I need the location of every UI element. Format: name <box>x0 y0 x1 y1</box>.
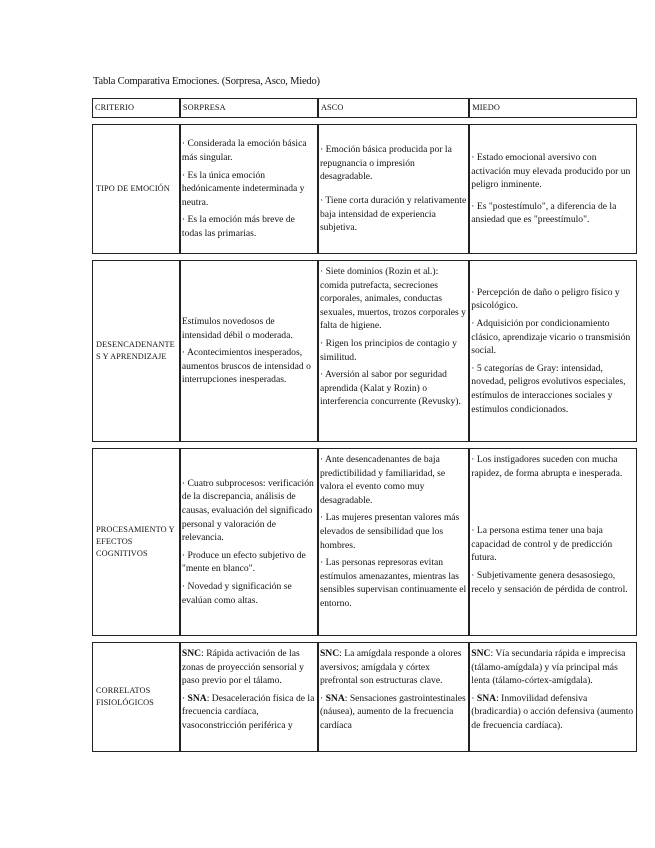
asco-cell <box>318 260 469 442</box>
criterio-cell: CORRELATOS FISIOLÓGICOS <box>92 642 180 752</box>
list-item: · SNA: Inmovilidad defensiva (bradicardia) o acción defensiva (aumento de frecuencia cardíaca). <box>471 692 634 731</box>
header-row <box>92 98 637 118</box>
list-item: · Es "postestímulo", a diferencia de la ansiedad que es "preestímulo". <box>471 200 617 226</box>
header-asco: ASCO <box>318 98 469 118</box>
list-item: · Considerada la emoción básica más singular. <box>181 138 307 164</box>
list-item: · Los instigadores suceden con mucha rapidez, de forma abrupta e inesperada. <box>471 454 623 479</box>
list-item: SNC: La amígdala responde a olores aversivos; amígdala y córtex prefrontal son estructuras clave. <box>319 648 462 687</box>
list-item: · Emoción básica producida por la repugnancia o impresión desagradable. <box>319 144 452 183</box>
list-item: · La persona estima tener una baja capacidad de control y de predicción futura. <box>471 525 613 564</box>
list-item: · Subjetivamente genera desasosiego, recelo y sensación de pérdida de control. <box>471 569 628 595</box>
list-item: · Las personas represoras evitan estímulos amenazantes, mientras las sensibles supervisan continuamente el entorno. <box>319 557 467 609</box>
list-item: · Las mujeres presentan valores más elevados de sensibilidad que los hombres. <box>319 512 460 551</box>
list-item: · Tiene corta duración y relativamente baja intensidad de experiencia subjetiva. <box>319 195 467 234</box>
miedo-cell <box>469 448 637 636</box>
list-item: · Ante desencadenantes de baja predictibilidad y familiaridad, se valora el evento como muy desagradable. <box>319 454 446 506</box>
table-caption: Tabla Comparativa Emociones. (Sorpresa, Asco, Miedo) <box>93 76 320 87</box>
list-item: · Adquisición por condicionamiento clásico, aprendizaje vicario o transmisión social. <box>471 318 631 357</box>
asco-cell <box>318 642 469 752</box>
table-row-correlatos <box>92 642 637 752</box>
comparison-table <box>92 98 637 752</box>
list-item: · Estado emocional aversivo con activación muy elevada producido por un peligro inminente. <box>471 152 631 191</box>
list-item: · Siete dominios (Rozin et al.): comida putrefacta, secreciones corporales, animales, conductas sexuales, muertos, trozos corporales y falta de higiene. <box>319 266 466 332</box>
sorpresa-cell <box>180 124 318 254</box>
list-item: · SNA: Sensaciones gastrointestinales (náusea), aumento de la frecuencia cardíaca <box>319 692 466 731</box>
list-item: SNC: Vía secundaria rápida e imprecisa (tálamo-amígdala) y vía principal más lenta (tálamo-córtex-amígdala). <box>471 648 626 687</box>
list-item: · Cuatro subprocesos: verificación de la discrepancia, análisis de causas, evaluación del significado personal y valoración de relevancia. <box>181 477 314 544</box>
list-item: · Percepción de daño o peligro físico y psicológico. <box>471 286 620 312</box>
header-sorpresa: SORPRESA <box>180 98 318 118</box>
list-item: · Es la emoción más breve de todas las primarias. <box>181 214 295 239</box>
miedo-cell <box>469 642 637 752</box>
list-item: · 5 categorías de Gray: intensidad, novedad, peligros evolutivos especiales, estímulos de interacciones sociales y estímulos condicionados. <box>471 362 626 415</box>
criterio-cell: PROCESAMIENTO Y EFECTOS COGNITIVOS <box>92 448 180 636</box>
miedo-cell <box>469 124 637 254</box>
table-row-desencadenantes <box>92 260 637 442</box>
header-miedo: MIEDO <box>469 98 637 118</box>
sorpresa-cell <box>180 448 318 636</box>
miedo-cell <box>469 260 637 442</box>
list-item: Estímulos novedosos de intensidad débil o moderada. <box>181 316 293 341</box>
list-item: · Acontecimientos inesperados, aumentos bruscos de intensidad o interrupciones inesperadas. <box>181 347 311 386</box>
list-item: · SNA: Desaceleración física de la frecuencia cardíaca, vasoconstricción periférica y <box>181 692 315 731</box>
asco-cell <box>318 448 469 636</box>
sorpresa-cell <box>180 642 318 752</box>
table-row-tipo <box>92 124 637 254</box>
asco-cell <box>318 124 469 254</box>
list-item: · Produce un efecto subjetivo de "mente en blanco". <box>181 549 306 575</box>
criterio-cell: DESENCADENANTES Y APRENDIZAJE <box>92 260 180 442</box>
list-item: · Rigen los principios de contagio y similitud. <box>319 337 457 363</box>
header-criterio: CRITERIO <box>92 98 180 118</box>
list-item: · Novedad y significación se evalúan como altas. <box>181 580 292 606</box>
list-item: · Es la única emoción hedónicamente indeterminada y neutra. <box>181 169 305 208</box>
criterio-cell: TIPO DE EMOCIÓN <box>92 124 180 254</box>
list-item: · Aversión al sabor por seguridad aprendida (Kalat y Rozin) o interferencia concurrente (Revusky). <box>319 369 461 408</box>
table-row-procesamiento <box>92 448 637 636</box>
sorpresa-cell <box>180 260 318 442</box>
list-item: SNC: Rápida activación de las zonas de proyección sensorial y paso previo por el tálamo. <box>181 648 304 687</box>
